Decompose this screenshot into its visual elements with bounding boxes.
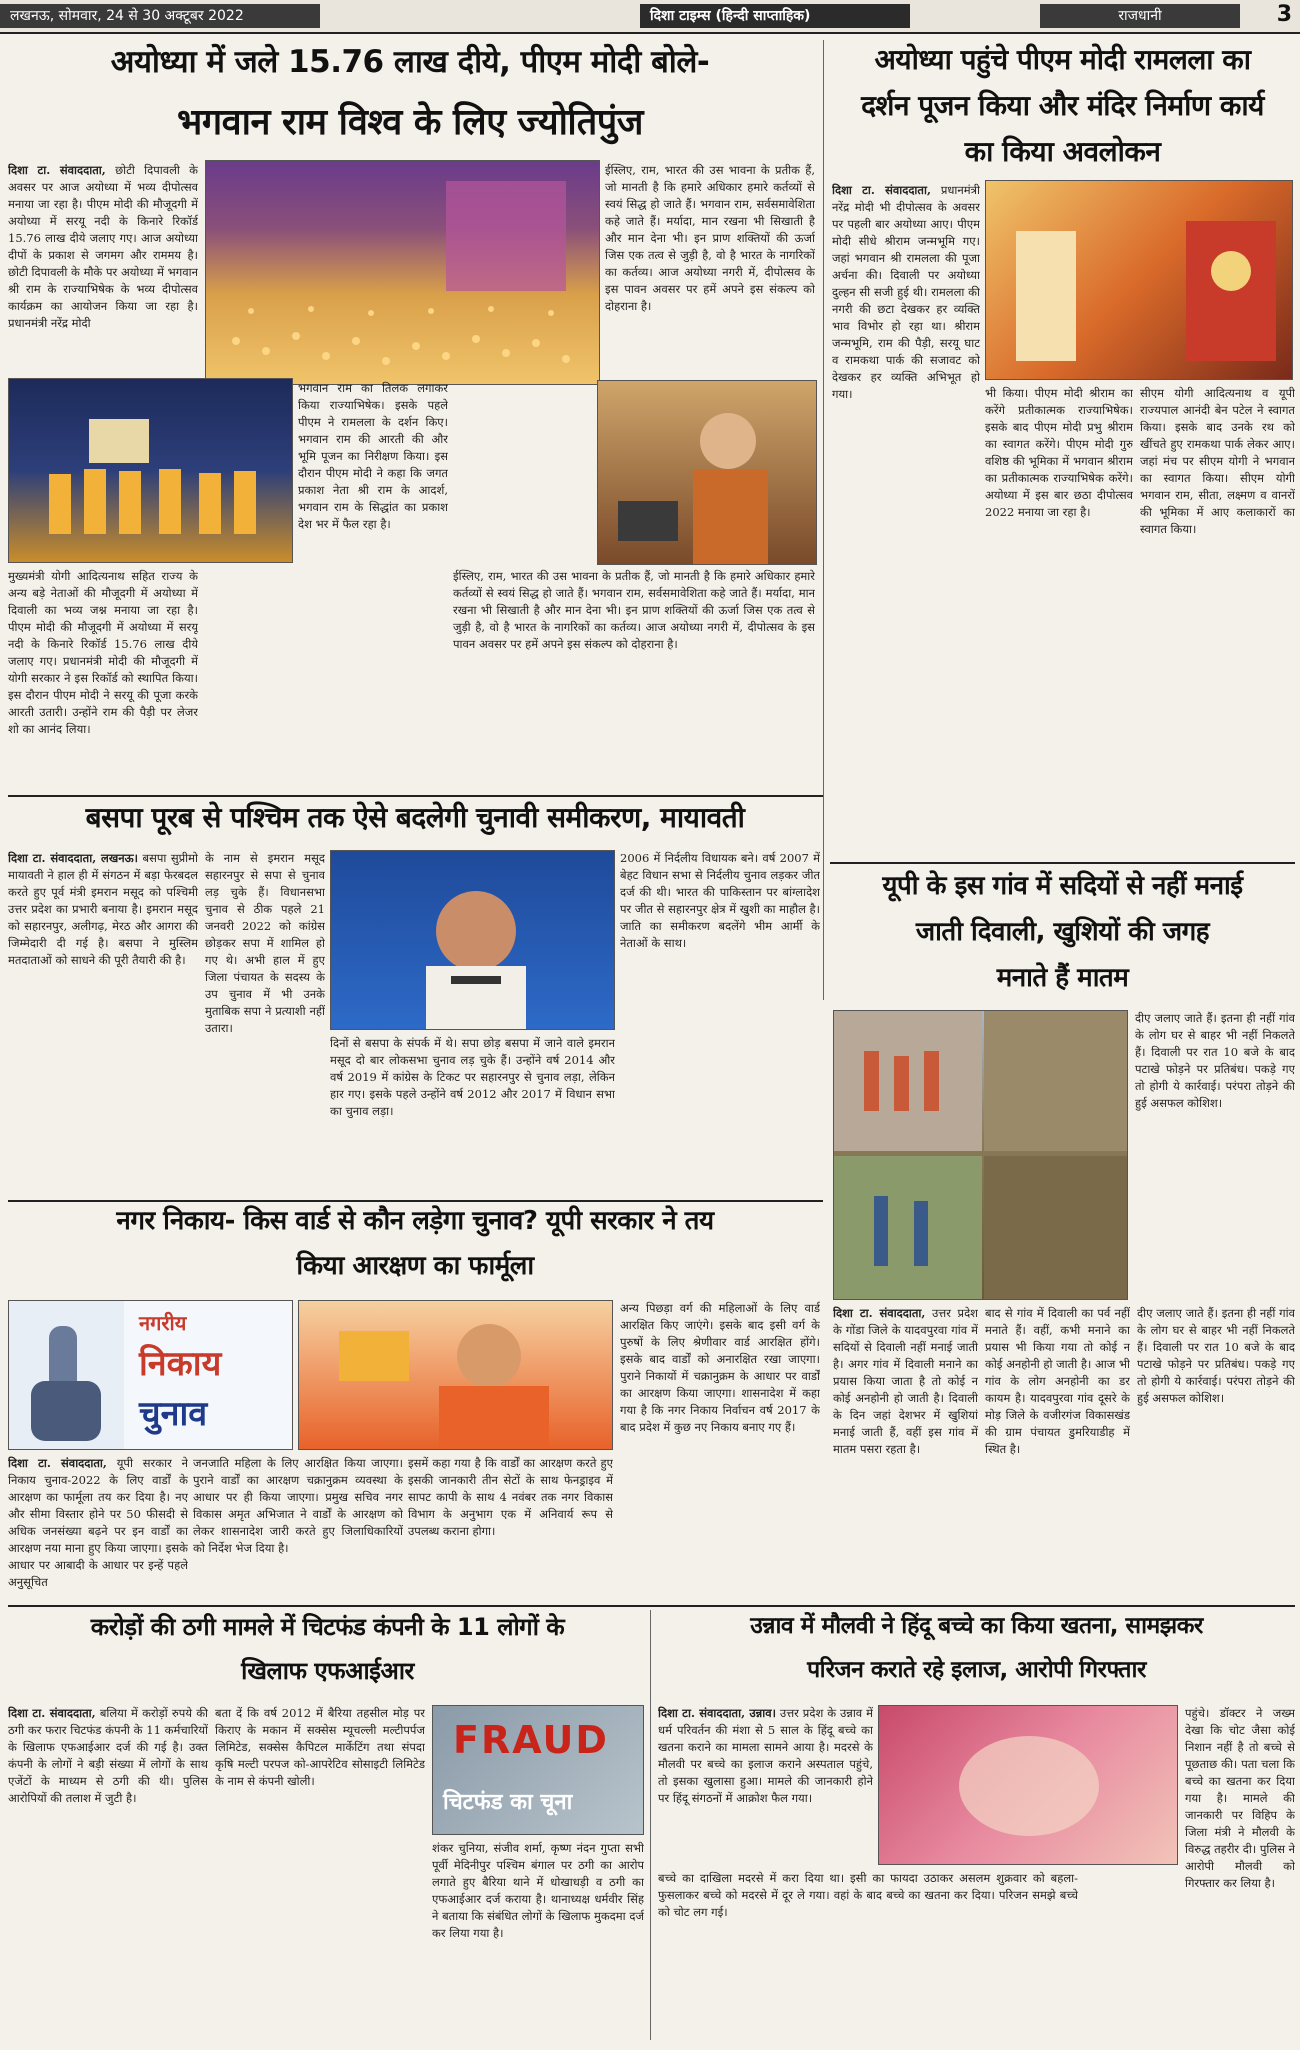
story1-photo-modi-speech xyxy=(597,380,817,565)
story4-column-3: दीए जलाए जाते हैं। इतना ही नहीं गांव के लोग घर से बाहर भी नहीं निकलते हैं। दिवाली पर रात 10 बजे के बाद पटाखे फोड़ने पर प्रतिबंध। पकड़े गए तो होगी ये कार्रवाई। परंपरा तोड़ने की हुई असफल कोशिश। xyxy=(1135,1011,1295,1110)
temple-illustration xyxy=(986,181,1293,380)
story6-headline-2: खिलाफ एफआईआर xyxy=(241,1657,414,1685)
story3-photo-mayawati xyxy=(330,850,615,1030)
masthead-date: लखनऊ, सोमवार, 24 से 30 अक्टूबर 2022 xyxy=(0,4,320,28)
story1-dateline: दिशा टा. संवाददाता, xyxy=(8,163,106,177)
story5-column-4: अन्य पिछड़ा वर्ग की महिलाओं के लिए वार्ड आरक्षित किए जाएंगे। इसके बाद इसी वर्ग के पुरुषों के लिए श्रेणीवार वार्ड आरक्षित होंगे। इसके बाद वार्डों को अनारक्षित रखा जाएगा। पुराने निकायों में चक्रानुक्रम के आधार पर वार्डों का आरक्षण किया जाएगा। शासनादेश में कहा गया है कि नगर निकाय निर्वाचन वर्ष 2017 के बाद प्रदेश में कुछ नए निकाय बनाए गए हैं। xyxy=(620,1301,820,1434)
divider xyxy=(650,1610,651,2040)
story1-headline-2: भगवान राम विश्व के लिए ज्योतिपुंज xyxy=(177,102,643,143)
story3-column-1 xyxy=(8,850,198,1195)
story4-dateline: दिशा टा. संवाददाता, xyxy=(833,1306,926,1320)
divider xyxy=(8,1200,823,1202)
story1-column-4: ईस्लिए, राम, भारत की उस भावना के प्रतीक हैं, जो मानती है कि हमारे अधिकार हमारे कर्तव्यों से स्वयं सिद्ध हो जाते हैं। भगवान राम, सर्वसमावेशिता कहे जाते हैं। मर्यादा, मान रखना भी सिखाती है और मान देना भी। इन प्राण शक्तियों की ऊर्जा जिस एक तत्व से जुड़ी है, वो है भारत के नागरिकों का कर्तव्य। आज अयोध्या नगरी में, दीपोत्सव के इस पावन अवसर पर हमें अपने इस संकल्प को दोहराना है। xyxy=(605,163,815,313)
story5-text-1: यूपी सरकार ने निकाय चुनाव-2022 के लिए वार्डों के आरक्षण का फार्मूला तय कर दिया है। नए और सीमा विस्तार होने पर 50 फीसदी से अधिक जनसंख्या बढ़ने पर इन वार्डों का आरक्षण नया माना हुए किया जाएगा। इसके आधार पर आबादी के आधार पर इन्हें पहले अनुसूचित xyxy=(8,1456,188,1589)
story7-headline-2: परिजन कराते रहे इलाज, आरोपी गिरफ्तार xyxy=(807,1657,1146,1683)
story7-column-3: पहुंचे। डॉक्टर ने जख्म देखा कि चोट जैसा कोई निशान नहीं है तो बच्चे से पूछताछ की। पता चला कि बच्चे का खतना कर दिया गया है। मामले की जानकारी पर विहिप के जिला मंत्री ने मौलवी के विरुद्ध तहरीर दी। पुलिस ने आरोपी मौलवी को गिरफ्तार कर लिया है। xyxy=(1185,1706,1295,1890)
page-number: 3 xyxy=(1276,2,1292,27)
story3-column-2: के नाम से इमरान मसूद सहारनपुर से सपा से चुनाव लड़ चुके हैं। विधानसभा चुनाव से ठीक पहले 21 जनवरी 2022 को कांग्रेस छोड़कर सपा में शामिल हो गए थे। अभी हाल में हुए जिला पंचायत के सदस्य के उप चुनाव में भी उनके मुताबिक सपा ने प्रत्याशी नहीं उतारा। xyxy=(205,851,325,1035)
divider xyxy=(830,862,1295,864)
story3-headline: बसपा पूरब से पश्चिम तक ऐसे बदलेगी चुनावी समीकरण, मायावती xyxy=(85,801,745,834)
story6-text-1: बलिया में करोड़ों रुपये की ठगी कर फरार चिटफंड कंपनी के 11 कर्मचारियों के खिलाफ एफआईआर दर्ज की गई है। उक्त कंपनी के लोगों ने बड़ी संख्या में लोगों के साथ एजेंटों के माध्यम से ठगी की थी। पुलिस आरोपियों की तलाश में जुटी है। xyxy=(8,1706,208,1805)
story5-column-2: जनजाति महिला के लिए आरक्षित किया जाएगा। पुराने वार्डों का आरक्षण चक्रानुक्रम व्यवस्था के आधार पर ही किया जाएगा। प्रमुख सचिव नगर विकास अमृत अभिजात ने वार्डों के आरक्षण को लेकर शासनादेश जारी करते हुए जिलाधिकारियों को निर्देश भेज दिया है। xyxy=(193,1456,403,1555)
story1-column-2: मुख्यमंत्री योगी आदित्यनाथ सहित राज्य के अन्य बड़े नेताओं की मौजूदगी में अयोध्या में दिवाली का भव्य जश्न मनाया जा रहा है। पीएम मोदी की मौजूदगी में अयोध्या में सरयू नदी के किनारे रिकॉर्ड 15.76 लाख दीये जलाए गए। प्रधानमंत्री मोदी की मौजूदगी में योगी सरकार ने इस रिकॉर्ड को स्थापित किया। इस दौरान पीएम मोदी ने सरयू की पूजा करके आरती उतारी। उन्होंने राम की पैड़ी पर लेजर शो का आनंद लिया। xyxy=(8,569,198,736)
story4-column-2: बाद से गांव में दिवाली का पर्व नहीं मनाते हैं। वहीं, कभी मनाने का प्रयास भी किया गया तो कोई न कोई अनहोनी हो जाती है। आज भी गांव के लोग अनहोनी का डर कायम है। यादवपुरवा गांव दूसरे के मोड़ जिले के वजीरगंज विकासखंड की ग्राम पंचायत डुमरियाडीह में स्थित है। xyxy=(985,1306,1130,1456)
story5-photo-yogi xyxy=(298,1300,613,1450)
story5-dateline: दिशा टा. संवाददाता, xyxy=(8,1456,107,1470)
stage-illustration xyxy=(9,379,293,563)
divider xyxy=(823,40,824,1000)
story2-dateline: दिशा टा. संवाददाता, xyxy=(832,183,931,197)
story5-headline-1: नगर निकाय- किस वार्ड से कौन लड़ेगा चुनाव? यूपी सरकार ने तय xyxy=(116,1206,714,1236)
divider xyxy=(8,1605,1295,1607)
story5-photo-poster xyxy=(8,1300,293,1450)
story2-column-2: भी किया। पीएम मोदी श्रीराम का करेंगे प्रतीकात्मक राज्याभिषेक। इसके बाद पीएम मोदी प्रभु श्रीराम का स्वागत करेंगे। पीएम मोदी गुरु वशिष्ठ की भूमिका में भगवान श्रीराम का प्रतीकात्मक राज्याभिषेक करेंगे। अयोध्या में इस बार छठा दीपोत्सव 2022 मनाया जा रहा है। xyxy=(985,386,1133,519)
story6-column-3: शंकर चुनिया, संजीव शर्मा, कृष्ण नंदन गुप्ता सभी पूर्वी मेदिनीपुर पश्चिम बंगाल पर ठगी का आरोप लगाते हुए बैरिया थाने में धोखाधड़ी व ठगी का एफआईआर दर्ज कराया है। थानाध्यक्ष धर्मवीर सिंह ने बताया कि संबंधित लोगों के खिलाफ मुकदमा दर्ज कर लिया गया है। xyxy=(432,1841,644,1940)
speaker-illustration xyxy=(598,381,817,565)
story1-column-3: भगवान राम का तिलक लगाकर किया राज्याभिषेक। इसके पहले पीएम ने रामलला के दर्शन किए। भगवान राम की आरती की और भूमि पूजन का निरीक्षण किया। इस दौरान पीएम मोदी ने कहा कि जगत प्रकाश नेता श्री राम के आदर्श, भगवान राम के सिद्धांत का प्रकाश देश भर में फैल रहा है। xyxy=(298,381,448,531)
poster-word-1: नगरीय xyxy=(139,1311,187,1335)
village-illustration xyxy=(834,1011,1128,1300)
masthead xyxy=(0,0,1300,34)
story4-column-1 xyxy=(833,1305,978,1605)
fraud-word: FRAUD xyxy=(453,1718,609,1762)
story7-column-1 xyxy=(658,1705,873,1855)
story2-headline-1: अयोध्या पहुंचे पीएम मोदी रामलला का xyxy=(874,43,1251,76)
story1-headline-1: अयोध्या में जले 15.76 लाख दीये, पीएम मोदी बोले- xyxy=(110,44,710,80)
story3-column-4: 2006 में निर्दलीय विधायक बने। वर्ष 2007 में बेहट विधान सभा से निर्दलीय चुनाव लड़कर जीत दर्ज की थी। भारत की पाकिस्तान पर बांग्लादेश पर जीत से सहारनपुर क्षेत्र में खुशी का माहौल है। जाति का समीकरण बदलेंगे भीम आर्मी के नेताओं के साथ। xyxy=(620,851,820,950)
story4-column-4: दीए जलाए जाते हैं। इतना ही नहीं गांव के लोग घर से बाहर भी नहीं निकलते हैं। दिवाली पर रात 10 बजे के बाद पटाखे फोड़ने पर प्रतिबंध। पकड़े गए तो होगी ये कार्रवाई। परंपरा तोड़ने की हुई असफल कोशिश। xyxy=(1137,1306,1295,1405)
story1-text-1: छोटी दिपावली के अवसर पर आज अयोध्या में भव्य दीपोत्सव मनाया जा रहा है। पीएम मोदी की मौजूदगी में अयोध्या में सरयू नदी के किनारे रिकॉर्ड 15.76 लाख दीये जलाए गए। आज अयोध्या दीपों के प्रकाश से जगमग और राममय है। छोटी दिपावली के मौके पर अयोध्या में भगवान श्री राम के राज्याभिषेक के भव्य दीपोत्सव कार्यक्रम का आयोजन किया जा रहा है। प्रधानमंत्री नरेंद्र मोदी xyxy=(8,163,198,330)
story6-photo-fraud xyxy=(432,1705,644,1835)
story6-column-2: बता दें कि वर्ष 2012 में बैरिया तहसील मोड़ पर किराए के मकान में सक्सेस म्यूचल्ली मल्टीपर्पज लिमिटेड, सक्सेस कैपिटल मार्केटिंग तथा संपदा कृषि मल्टी परपज को-आपरेटिव सोसाइटी लिमिटेड के नाम से कंपनी खोली। xyxy=(215,1706,425,1788)
story6-dateline: दिशा टा. संवाददाता, xyxy=(8,1706,96,1720)
story7-column-2: बच्चे का दाखिला मदरसे में करा दिया था। इसी का फायदा उठाकर असलम शुक्रवार को बहला-फुसलाकर बच्चे को मदरसे में दूर ले गया। वहां के बाद बच्चे का खतना कर दिया। परिजन समझे बच्चे को चोट लग गई। xyxy=(658,1871,1078,1919)
divider xyxy=(8,795,823,797)
story3-dateline: दिशा टा. संवाददाता, लखनऊ। xyxy=(8,851,139,865)
story4-headline-3: मनाते हैं मातम xyxy=(996,963,1129,993)
story4-text-1: उत्तर प्रदेश के गोंडा जिले के यादवपुरवा गांव में सदियों से दिवाली नहीं मनाई जाती है। अगर गांव में दिवाली मनाने का प्रयास किया जाता है तो कोई न कोई अनहोनी हो जाती है। दिवाली के दिन जहां देशभर में खुशियां मनाई जाती हैं, वहीं इस गांव में मातम पसरा रहता है। xyxy=(833,1306,978,1456)
story2-headline-3: का किया अवलोकन xyxy=(964,135,1161,168)
story4-headline-1: यूपी के इस गांव में सदियों से नहीं मनाई xyxy=(882,871,1243,901)
story2-column-3: सीएम योगी आदित्यनाथ व यूपी राज्यपाल आनंदी बेन पटेल ने स्वागत किया। इसके बाद उनके रथ को खींचते हुए रामकथा पार्क लेकर आए। जहां मंच पर सीएम योगी ने भगवान का स्वागत किया। सीएम योगी भगवान राम, सीता, लक्ष्मण व वानरों की भूमिका में आए कलाकारों का स्वागत किया। xyxy=(1140,386,1295,536)
story5-column-3: इसमें कहा गया है कि वार्डों का आरक्षण करते हुए इसकी जानकारी तीन सेटों के साथ फेनड्राइव में सापट कापी के साथ 4 नवंबर तक नगर विकास विभाग के अनुभाग एक में अनिवार्य रूप से उपलब्ध कराना होगा। xyxy=(408,1456,613,1538)
story6-column-1 xyxy=(8,1705,208,2040)
story7-dateline: दिशा टा. संवाददाता, उन्नाव। xyxy=(658,1706,776,1720)
story7-photo-child xyxy=(878,1705,1178,1865)
poster-word-3: चुनाव xyxy=(139,1394,208,1434)
portrait-illustration xyxy=(299,1301,613,1450)
masthead-paper-name: दिशा टाइम्स (हिन्दी साप्ताहिक) xyxy=(640,4,910,28)
story4-headline-2: जाती दिवाली, खुशियों की जगह xyxy=(915,917,1210,947)
portrait-illustration xyxy=(331,851,615,1030)
story3-text-1: बसपा सुप्रीमो मायावती ने हाल ही में संगठन में बड़ा फेरबदल करते हुए पूर्व मंत्री इमरान मसूद को पश्चिमी उत्तर प्रदेश का प्रभारी बनाया है। इमरान मसूद को सहारनपुर, अलीगढ़, मेरठ और आगरा की जिम्मेदारी दी गई है। बसपा ने मुस्लिम मतदाताओं को साधने की पूरी तैयारी की है। xyxy=(8,851,198,967)
story7-headline-1: उन्नाव में मौलवी ने हिंदू बच्चे का किया खतना, सामझकर xyxy=(750,1613,1203,1639)
fraud-caption: चिटफंड का चूना xyxy=(443,1790,573,1815)
poster-word-2: निकाय xyxy=(139,1344,222,1384)
story2-column-1 xyxy=(832,182,980,800)
diyas-illustration xyxy=(206,161,600,385)
story1-photo-stage xyxy=(8,378,293,563)
blurred-illustration xyxy=(879,1706,1178,1865)
story1-column-5: ईस्लिए, राम, भारत की उस भावना के प्रतीक हैं, जो मानती है कि हमारे अधिकार हमारे कर्तव्यों से स्वयं सिद्ध हो जाते हैं। भगवान राम, सर्वसमावेशिता कहे जाते हैं। मर्यादा, मान रखना भी सिखाती है और मान देना भी। इन प्राण शक्तियों की ऊर्जा जिस एक तत्व से जुड़ी है, वो है भारत के नागरिकों का कर्तव्य। आज अयोध्या नगरी में, दीपोत्सव के इस पावन अवसर पर हमें अपने इस संकल्प को दोहराना है। xyxy=(453,569,815,651)
story5-column-1 xyxy=(8,1455,188,1595)
story2-photo-ramlala xyxy=(985,180,1293,380)
story2-text-1: प्रधानमंत्री नरेंद्र मोदी भी दीपोत्सव के अवसर पर पहली बार अयोध्या आए। पीएम मोदी सीधे श्रीराम जन्मभूमि गए। जहां भगवान श्री रामलला की पूजा अर्चना की। दिवाली पर अयोध्या दुल्हन सी सजी हुई थी। रामलला की नगरी की छटा देखकर हर व्यक्ति भाव विभोर हो रहा था। श्रीराम जन्मभूमि, राम की पैड़ी, सरयू घाट व रामकथा पार्क की सजावट को देखकर हर व्यक्ति अभिभूत हो गया। xyxy=(832,183,980,401)
story6-headline-1: करोड़ों की ठगी मामले में चिटफंड कंपनी के 11 लोगों के xyxy=(90,1613,565,1641)
story1-photo-diyas xyxy=(205,160,600,385)
story3-column-3: दिनों से बसपा के संपर्क में थे। सपा छोड़ बसपा में जाने वाले इमरान मसूद दो बार लोकसभा चुनाव लड़ चुके हैं। उन्होंने वर्ष 2014 और वर्ष 2019 में कांग्रेस के टिकट पर सहारनपुर से चुनाव लड़ा, लेकिन हार गए। इसके पहले उन्होंने वर्ष 2012 और 2017 में विधान सभा का चुनाव लड़ा। xyxy=(330,1036,615,1118)
masthead-section: राजधानी xyxy=(1040,4,1240,28)
story1-column-1 xyxy=(8,162,198,374)
story7-text-1: उत्तर प्रदेश के उन्नाव में धर्म परिवर्तन की मंशा से 5 साल के हिंदू बच्चे का खतना कराने का मामला सामने आया है। मदरसे के मौलवी पर बच्चे का इलाज कराने अस्पताल पहुंचे, तो इसका खुलासा हुआ। मामले की जानकारी होने पर हिंदू संगठनों में आक्रोश फैल गया। xyxy=(658,1706,873,1805)
story5-headline-2: किया आरक्षण का फार्मूला xyxy=(296,1251,534,1281)
story2-headline-2: दर्शन पूजन किया और मंदिर निर्माण कार्य xyxy=(861,89,1264,122)
story4-photo-village xyxy=(833,1010,1128,1300)
